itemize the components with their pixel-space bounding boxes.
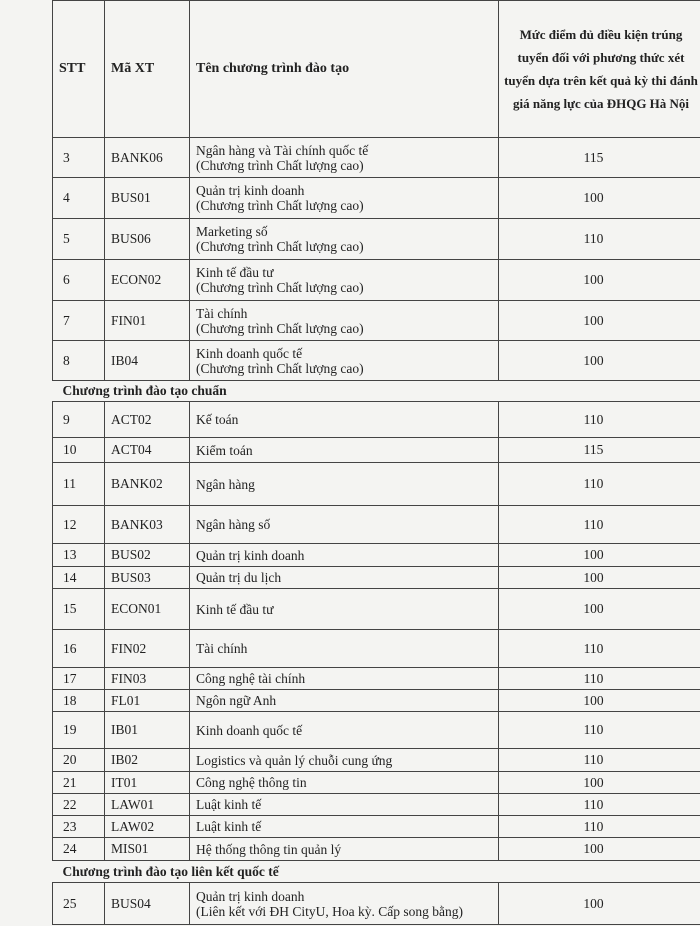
row-program-name — [190, 883, 499, 925]
row-stt: 9 — [53, 402, 105, 438]
row-stt: 19 — [53, 712, 105, 749]
table-row — [53, 668, 700, 690]
row-program-name — [190, 668, 499, 690]
row-program-name — [190, 816, 499, 838]
table-row — [53, 138, 700, 178]
page-edge-mark — [696, 360, 700, 430]
row-program-name — [190, 438, 499, 463]
table-row — [53, 816, 700, 838]
table-row — [53, 883, 700, 925]
table-row — [53, 463, 700, 506]
row-code: FL01 — [105, 690, 190, 712]
row-stt: 14 — [53, 567, 105, 589]
program-name: Logistics và quản lý chuỗi cung ứng — [196, 752, 393, 768]
row-code: ECON02 — [105, 260, 190, 301]
row-score: 110 — [499, 463, 700, 506]
row-stt: 8 — [53, 341, 105, 381]
program-name: Tài chính — [196, 305, 248, 321]
row-score: 110 — [499, 219, 700, 260]
program-note: (Chương trình Chất lượng cao) — [196, 239, 364, 254]
row-program-name — [190, 712, 499, 749]
row-stt: 22 — [53, 794, 105, 816]
program-note: (Liên kết với ĐH CityU, Hoa kỳ. Cấp song bằng) — [196, 903, 463, 919]
row-program-name — [190, 301, 499, 341]
row-score: 100 — [499, 772, 700, 794]
row-score: 100 — [499, 838, 700, 861]
row-code: LAW01 — [105, 794, 190, 816]
program-note: (Chương trình Chất lượng cao) — [196, 280, 364, 295]
program-name: Hệ thống thông tin quản lý — [196, 841, 342, 857]
row-stt: 3 — [53, 138, 105, 178]
row-score: 110 — [499, 506, 700, 544]
row-code: ECON01 — [105, 589, 190, 630]
program-name: Công nghệ thông tin — [196, 775, 307, 790]
section-standard-programs — [53, 381, 700, 402]
program-name: Luật kinh tế — [196, 819, 262, 834]
row-program-name — [190, 772, 499, 794]
table-row — [53, 341, 700, 381]
program-name: Marketing số — [196, 224, 268, 239]
table-row — [53, 567, 700, 589]
table-row — [53, 749, 700, 772]
row-program-name — [190, 341, 499, 381]
table-row — [53, 402, 700, 438]
row-stt: 21 — [53, 772, 105, 794]
row-score: 100 — [499, 341, 700, 381]
row-code: BANK03 — [105, 506, 190, 544]
row-stt: 12 — [53, 506, 105, 544]
row-stt: 11 — [53, 463, 105, 506]
row-stt: 7 — [53, 301, 105, 341]
table-row — [53, 438, 700, 463]
row-stt: 16 — [53, 630, 105, 668]
program-name: Tài chính — [196, 641, 248, 656]
row-code: ACT02 — [105, 402, 190, 438]
row-code: BANK02 — [105, 463, 190, 506]
program-name: Kinh tế đầu tư — [196, 265, 274, 280]
row-score: 100 — [499, 567, 700, 589]
row-code: BUS06 — [105, 219, 190, 260]
header-stt: STT — [53, 1, 105, 138]
row-code: BANK06 — [105, 138, 190, 178]
program-name: Ngôn ngữ Anh — [196, 693, 277, 708]
row-score: 110 — [499, 712, 700, 749]
row-score: 110 — [499, 749, 700, 772]
row-program-name — [190, 506, 499, 544]
row-score: 100 — [499, 544, 700, 567]
row-code: FIN03 — [105, 668, 190, 690]
row-code: BUS03 — [105, 567, 190, 589]
row-code: MIS01 — [105, 838, 190, 861]
program-name: Kinh doanh quốc tế — [196, 345, 303, 361]
program-name: Luật kinh tế — [196, 797, 262, 812]
row-code: IB01 — [105, 712, 190, 749]
admission-score-table — [52, 0, 700, 925]
header-program: Tên chương trình đào tạo — [190, 1, 499, 138]
row-stt: 24 — [53, 838, 105, 861]
row-stt: 20 — [53, 749, 105, 772]
program-note: (Chương trình Chất lượng cao) — [196, 320, 364, 336]
table-row — [53, 219, 700, 260]
section-joint-programs — [53, 861, 700, 883]
row-program-name — [190, 567, 499, 589]
row-program-name — [190, 219, 499, 260]
row-score: 115 — [499, 138, 700, 178]
row-score: 115 — [499, 438, 700, 463]
row-score: 100 — [499, 589, 700, 630]
table-row — [53, 712, 700, 749]
row-program-name — [190, 690, 499, 712]
row-code: FIN02 — [105, 630, 190, 668]
table-row — [53, 690, 700, 712]
table-header-row — [53, 1, 700, 138]
program-name: Công nghệ tài chính — [196, 671, 306, 686]
row-code: BUS01 — [105, 178, 190, 219]
table-row — [53, 178, 700, 219]
row-program-name — [190, 260, 499, 301]
row-program-name — [190, 178, 499, 219]
row-program-name — [190, 630, 499, 668]
section-title: Chương trình đào tạo chuẩn — [53, 381, 700, 402]
header-score: Mức điểm đủ điều kiện trúng tuyển đối với phương thức xét tuyển dựa trên kết quả kỳ thi đánh giá năng lực của ĐHQG Hà Nội — [499, 1, 700, 138]
row-program-name — [190, 138, 499, 178]
row-code: ACT04 — [105, 438, 190, 463]
row-score: 100 — [499, 301, 700, 341]
program-note: (Chương trình Chất lượng cao) — [196, 198, 364, 213]
table-row — [53, 630, 700, 668]
row-score: 110 — [499, 630, 700, 668]
program-name: Kiểm toán — [196, 442, 253, 458]
row-code: LAW02 — [105, 816, 190, 838]
row-score: 100 — [499, 178, 700, 219]
row-stt: 5 — [53, 219, 105, 260]
table-row — [53, 260, 700, 301]
row-program-name — [190, 463, 499, 506]
row-program-name — [190, 589, 499, 630]
program-note: (Chương trình Chất lượng cao) — [196, 157, 364, 173]
row-score: 100 — [499, 260, 700, 301]
program-name: Quản trị du lịch — [196, 570, 282, 585]
row-stt: 10 — [53, 438, 105, 463]
row-stt: 23 — [53, 816, 105, 838]
row-stt: 17 — [53, 668, 105, 690]
row-score: 110 — [499, 816, 700, 838]
row-score: 110 — [499, 794, 700, 816]
header-code: Mã XT — [105, 1, 190, 138]
program-name: Ngân hàng số — [196, 517, 271, 532]
program-name: Ngân hàng và Tài chính quốc tế — [196, 142, 369, 158]
row-program-name — [190, 544, 499, 567]
row-stt: 15 — [53, 589, 105, 630]
row-stt: 18 — [53, 690, 105, 712]
program-name: Ngân hàng — [196, 476, 255, 492]
row-score: 100 — [499, 883, 700, 925]
row-program-name — [190, 402, 499, 438]
program-name: Quản trị kinh doanh — [196, 183, 305, 198]
row-code: BUS02 — [105, 544, 190, 567]
row-program-name — [190, 794, 499, 816]
table-row — [53, 544, 700, 567]
program-name: Kinh doanh quốc tế — [196, 722, 303, 738]
row-stt: 6 — [53, 260, 105, 301]
row-code: IT01 — [105, 772, 190, 794]
program-name: Kinh tế đầu tư — [196, 601, 274, 617]
program-name: Quản trị kinh doanh — [196, 547, 305, 563]
table-body — [53, 138, 700, 925]
row-score: 110 — [499, 402, 700, 438]
row-code: FIN01 — [105, 301, 190, 341]
row-program-name — [190, 838, 499, 861]
row-code: IB04 — [105, 341, 190, 381]
table-row — [53, 794, 700, 816]
program-note: (Chương trình Chất lượng cao) — [196, 360, 364, 376]
table-row — [53, 772, 700, 794]
row-code: BUS04 — [105, 883, 190, 925]
program-name: Quản trị kinh doanh — [196, 888, 305, 904]
table-row — [53, 301, 700, 341]
section-title: Chương trình đào tạo liên kết quốc tế — [53, 861, 700, 883]
row-score: 100 — [499, 690, 700, 712]
table-row — [53, 838, 700, 861]
table-row — [53, 506, 700, 544]
row-stt: 13 — [53, 544, 105, 567]
program-name: Kế toán — [196, 412, 239, 427]
row-program-name — [190, 749, 499, 772]
row-code: IB02 — [105, 749, 190, 772]
row-score: 110 — [499, 668, 700, 690]
table-row — [53, 589, 700, 630]
row-stt: 4 — [53, 178, 105, 219]
row-stt: 25 — [53, 883, 105, 925]
